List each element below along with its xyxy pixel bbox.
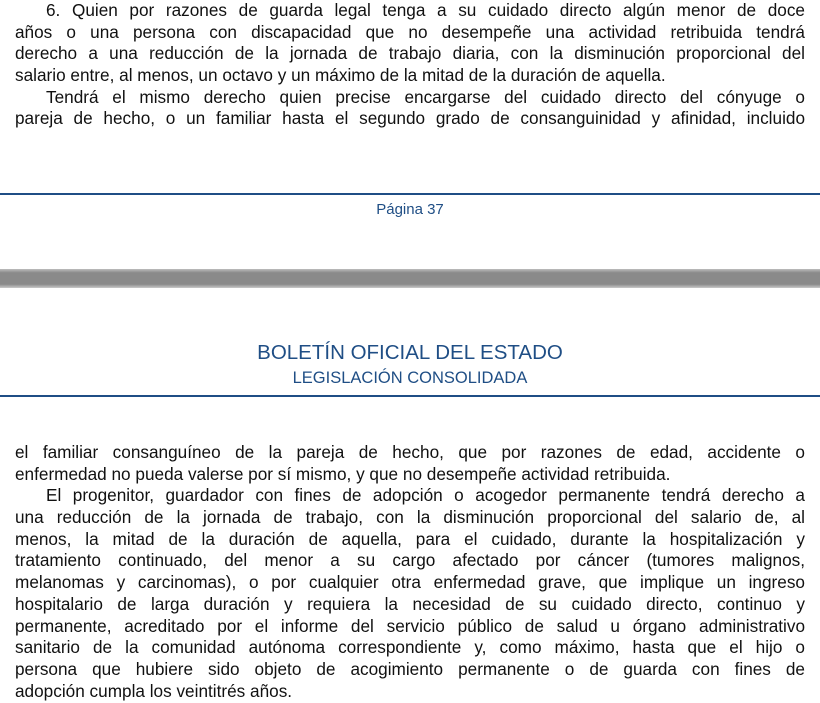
text-line: pareja de hecho, o un familiar hasta el segundo grado de consanguinidad y afinidad, incluido	[15, 108, 805, 129]
text-line: enfermedad no pueda valerse por sí mismo, y que no desempeñe actividad retribuida.	[15, 463, 671, 484]
page-38-body-text	[15, 442, 805, 702]
text-line: salario entre, al menos, un octavo y un máximo de la mitad de la duración de aquella.	[15, 65, 666, 86]
text-line: años o una persona con discapacidad que no desempeñe una actividad retribuida tendrá	[15, 21, 805, 42]
header-title: BOLETÍN OFICIAL DEL ESTADO	[257, 341, 563, 364]
header-subtitle: LEGISLACIÓN CONSOLIDADA	[292, 369, 528, 387]
text-line: una reducción de la jornada de trabajo, con la disminución proporcional del salario de, al	[15, 507, 805, 528]
text-line: melanomas y carcinomas), o por cualquier otra enfermedad grave, que implique un ingreso	[15, 572, 805, 593]
page-37-body-text	[15, 0, 805, 130]
text-line: permanente, acreditado por el informe del servicio público de salud u órgano administrativo	[15, 615, 805, 636]
header-divider	[0, 395, 820, 397]
text-line: persona que hubiere sido objeto de acogimiento permanente o de guarda con fines de	[15, 658, 805, 679]
text-line: el familiar consanguíneo de la pareja de hecho, que por razones de edad, accidente o	[15, 442, 805, 462]
text-line: tratamiento continuado, del menor a su cargo afectado por cáncer (tumores malignos,	[15, 550, 805, 571]
page-separator	[0, 269, 820, 288]
text-line: menos, la mitad de la duración de aquella, para el cuidado, durante la hospitalización y	[15, 528, 805, 549]
text-line: hospitalario de larga duración y requiera la necesidad de su cuidado directo, continuo y	[15, 593, 805, 614]
text-line: El progenitor, guardador con fines de adopción o acogedor permanente tendrá derecho a	[46, 485, 805, 506]
text-line: derecho a una reducción de la jornada de trabajo diaria, con la disminución proporcional del	[15, 43, 805, 64]
page-number-footer: Página 37	[376, 201, 444, 218]
text-line: 6. Quien por razones de guarda legal tenga a su cuidado directo algún menor de doce	[46, 0, 805, 20]
text-line: sanitario de la comunidad autónoma correspondiente y, como máximo, hasta que el hijo o	[15, 637, 805, 658]
text-line: Tendrá el mismo derecho quien precise encargarse del cuidado directo del cónyuge o	[46, 86, 805, 107]
footer-divider	[0, 193, 820, 195]
text-line: adopción cumpla los veintitrés años.	[15, 680, 293, 701]
